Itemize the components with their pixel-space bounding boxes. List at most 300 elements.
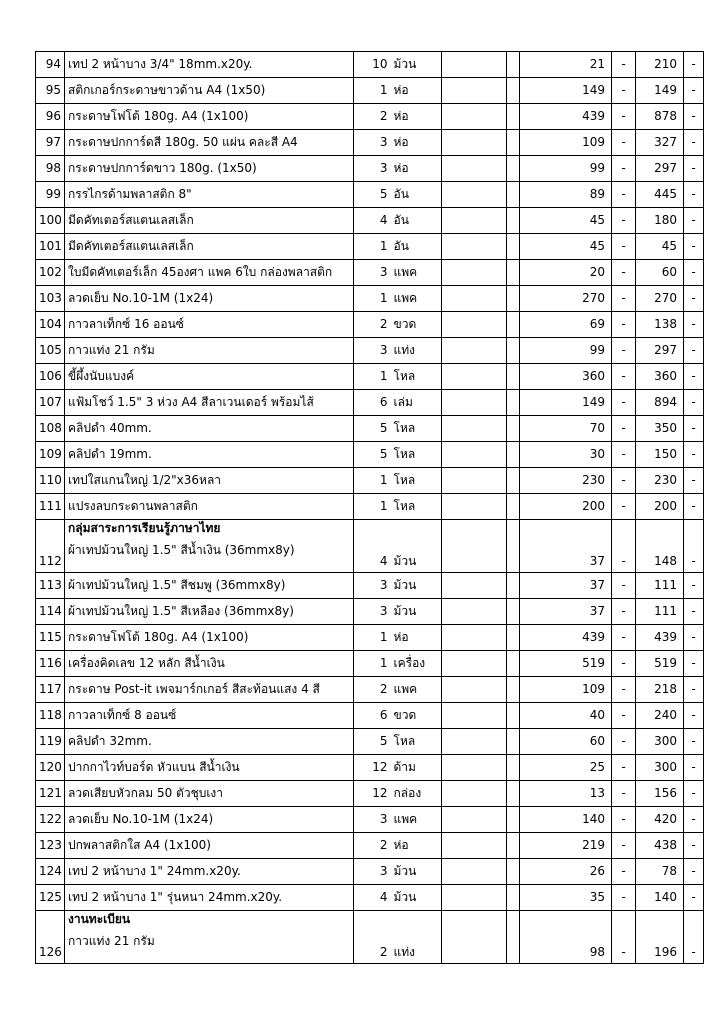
quantity-cell: 3: [354, 156, 390, 182]
table-row: [36, 234, 704, 260]
quantity-cell: 4: [354, 885, 390, 911]
item-name: ผ้าเทปม้วนใหญ่ 1.5" สีน้ำเงิน (36mmx8y): [68, 543, 295, 558]
item-cell: ผ้าเทปม้วนใหญ่ 1.5" สีชมพู (36mmx8y): [65, 573, 354, 599]
row-number-cell: 113: [36, 573, 65, 599]
unit-cell: ม้วน: [390, 599, 442, 625]
blank-cell: [507, 390, 520, 416]
quantity-cell: 3: [354, 599, 390, 625]
row-number-cell: 124: [36, 859, 65, 885]
blank-cell: [507, 911, 520, 964]
unit-price-satang-cell: -: [612, 833, 636, 859]
blank-cell: [507, 755, 520, 781]
unit-cell: โหล: [390, 442, 442, 468]
total-cell: 230: [636, 468, 684, 494]
item-cell: คลิปดำ 32mm.: [65, 729, 354, 755]
blank-cell: [507, 104, 520, 130]
section-heading: งานทะเบียน: [68, 912, 131, 926]
unit-cell: แพค: [390, 260, 442, 286]
unit-price-cell: 45: [520, 208, 612, 234]
unit-price-satang-cell: -: [612, 651, 636, 677]
total-cell: 300: [636, 755, 684, 781]
unit-price-satang-cell: -: [612, 494, 636, 520]
unit-price-cell: 89: [520, 182, 612, 208]
unit-price-satang-cell: -: [612, 911, 636, 964]
table-row: [36, 416, 704, 442]
unit-cell: โหล: [390, 494, 442, 520]
row-number-cell: 106: [36, 364, 65, 390]
unit-price-satang-cell: -: [612, 885, 636, 911]
blank-cell: [442, 781, 507, 807]
quantity-cell: 2: [354, 104, 390, 130]
unit-price-cell: 200: [520, 494, 612, 520]
total-cell: 111: [636, 573, 684, 599]
unit-price-cell: 230: [520, 468, 612, 494]
total-cell: 519: [636, 651, 684, 677]
blank-cell: [442, 833, 507, 859]
blank-cell: [507, 364, 520, 390]
item-cell: แปรงลบกระดานพลาสติก: [65, 494, 354, 520]
unit-cell: แพค: [390, 677, 442, 703]
total-cell: 111: [636, 599, 684, 625]
total-cell: 240: [636, 703, 684, 729]
blank-cell: [507, 573, 520, 599]
unit-price-satang-cell: -: [612, 52, 636, 78]
quantity-cell: 2: [354, 911, 390, 964]
row-number-cell: 110: [36, 468, 65, 494]
unit-cell: ม้วน: [390, 520, 442, 573]
unit-price-cell: 149: [520, 390, 612, 416]
quantity-cell: 1: [354, 78, 390, 104]
blank-cell: [507, 260, 520, 286]
total-cell: 878: [636, 104, 684, 130]
blank-cell: [442, 78, 507, 104]
total-satang-cell: -: [684, 807, 704, 833]
blank-cell: [442, 208, 507, 234]
row-number-cell: 105: [36, 338, 65, 364]
blank-cell: [442, 52, 507, 78]
unit-cell: อัน: [390, 208, 442, 234]
item-cell: ผ้าเทปม้วนใหญ่ 1.5" สีเหลือง (36mmx8y): [65, 599, 354, 625]
table-body: [36, 52, 704, 964]
unit-price-satang-cell: -: [612, 312, 636, 338]
blank-cell: [507, 130, 520, 156]
blank-cell: [507, 729, 520, 755]
unit-cell: แท่ง: [390, 338, 442, 364]
table-row: [36, 885, 704, 911]
unit-price-cell: 270: [520, 286, 612, 312]
blank-cell: [507, 182, 520, 208]
item-cell: กรรไกรด้ามพลาสติก 8": [65, 182, 354, 208]
blank-cell: [442, 234, 507, 260]
unit-price-cell: 98: [520, 911, 612, 964]
blank-cell: [442, 364, 507, 390]
unit-cell: แท่ง: [390, 911, 442, 964]
blank-cell: [442, 755, 507, 781]
unit-price-satang-cell: -: [612, 677, 636, 703]
total-cell: 60: [636, 260, 684, 286]
blank-cell: [442, 885, 507, 911]
total-satang-cell: -: [684, 729, 704, 755]
total-cell: 297: [636, 338, 684, 364]
total-satang-cell: -: [684, 78, 704, 104]
item-cell: กระดาษโฟโต้ 180g. A4 (1x100): [65, 104, 354, 130]
unit-cell: ม้วน: [390, 573, 442, 599]
table-row: [36, 807, 704, 833]
supply-list-table: [35, 51, 704, 964]
quantity-cell: 3: [354, 130, 390, 156]
blank-cell: [507, 416, 520, 442]
quantity-cell: 1: [354, 286, 390, 312]
total-satang-cell: -: [684, 911, 704, 964]
item-cell: ลวดเสียบหัวกลม 50 ตัวชุบเงา: [65, 781, 354, 807]
item-cell: สติกเกอร์กระดาษขาวด้าน A4 (1x50): [65, 78, 354, 104]
unit-price-satang-cell: -: [612, 260, 636, 286]
quantity-cell: 3: [354, 573, 390, 599]
item-cell: แฟ้มโชว์ 1.5" 3 ห่วง A4 สีลาเวนเดอร์ พร้อมไส้: [65, 390, 354, 416]
unit-cell: ห่อ: [390, 104, 442, 130]
quantity-cell: 5: [354, 442, 390, 468]
total-satang-cell: -: [684, 234, 704, 260]
total-satang-cell: -: [684, 156, 704, 182]
total-cell: 148: [636, 520, 684, 573]
unit-cell: โหล: [390, 416, 442, 442]
total-satang-cell: -: [684, 130, 704, 156]
row-number-cell: 94: [36, 52, 65, 78]
blank-cell: [442, 260, 507, 286]
blank-cell: [442, 104, 507, 130]
blank-cell: [507, 78, 520, 104]
quantity-cell: 5: [354, 182, 390, 208]
unit-price-satang-cell: -: [612, 286, 636, 312]
row-number-cell: 112: [36, 520, 65, 573]
table-row: [36, 625, 704, 651]
unit-cell: เล่ม: [390, 390, 442, 416]
unit-price-cell: 109: [520, 677, 612, 703]
quantity-cell: 1: [354, 625, 390, 651]
item-cell: คลิปดำ 40mm.: [65, 416, 354, 442]
unit-price-satang-cell: -: [612, 573, 636, 599]
blank-cell: [442, 677, 507, 703]
table-row: [36, 78, 704, 104]
unit-price-cell: 140: [520, 807, 612, 833]
blank-cell: [442, 703, 507, 729]
unit-cell: แพค: [390, 807, 442, 833]
item-cell: [65, 520, 354, 573]
unit-cell: ด้าม: [390, 755, 442, 781]
total-cell: 360: [636, 364, 684, 390]
table-row: [36, 390, 704, 416]
item-cell: ลวดเย็บ No.10-1M (1x24): [65, 286, 354, 312]
table-row: [36, 104, 704, 130]
total-satang-cell: -: [684, 468, 704, 494]
quantity-cell: 12: [354, 781, 390, 807]
unit-price-satang-cell: -: [612, 442, 636, 468]
total-cell: 439: [636, 625, 684, 651]
row-number-cell: 122: [36, 807, 65, 833]
row-number-cell: 126: [36, 911, 65, 964]
blank-cell: [507, 286, 520, 312]
item-cell: เทปใสแกนใหญ่ 1/2"x36หลา: [65, 468, 354, 494]
item-cell: มีดคัทเตอร์สแตนเลสเล็ก: [65, 234, 354, 260]
blank-cell: [442, 390, 507, 416]
blank-cell: [507, 599, 520, 625]
unit-price-cell: 519: [520, 651, 612, 677]
total-satang-cell: -: [684, 260, 704, 286]
quantity-cell: 1: [354, 468, 390, 494]
blank-cell: [507, 338, 520, 364]
item-cell: ปากกาไวท์บอร์ด หัวแบน สีน้ำเงิน: [65, 755, 354, 781]
blank-cell: [442, 130, 507, 156]
blank-cell: [442, 312, 507, 338]
unit-price-cell: 45: [520, 234, 612, 260]
blank-cell: [442, 338, 507, 364]
unit-price-cell: 25: [520, 755, 612, 781]
unit-cell: อัน: [390, 234, 442, 260]
blank-cell: [442, 651, 507, 677]
unit-price-satang-cell: -: [612, 520, 636, 573]
total-satang-cell: -: [684, 833, 704, 859]
table-row: [36, 286, 704, 312]
blank-cell: [507, 781, 520, 807]
blank-cell: [442, 859, 507, 885]
row-number-cell: 116: [36, 651, 65, 677]
total-cell: 270: [636, 286, 684, 312]
unit-cell: ขวด: [390, 312, 442, 338]
row-number-cell: 96: [36, 104, 65, 130]
total-cell: 894: [636, 390, 684, 416]
unit-price-satang-cell: -: [612, 729, 636, 755]
total-satang-cell: -: [684, 182, 704, 208]
unit-cell: ห่อ: [390, 130, 442, 156]
unit-price-satang-cell: -: [612, 625, 636, 651]
unit-price-cell: 69: [520, 312, 612, 338]
table-row: [36, 677, 704, 703]
total-satang-cell: -: [684, 599, 704, 625]
row-number-cell: 102: [36, 260, 65, 286]
total-cell: 210: [636, 52, 684, 78]
unit-price-cell: 439: [520, 104, 612, 130]
table-row: [36, 364, 704, 390]
blank-cell: [507, 807, 520, 833]
section-heading: กลุ่มสาระการเรียนรู้ภาษาไทย: [68, 521, 221, 535]
total-satang-cell: -: [684, 520, 704, 573]
row-number-cell: 103: [36, 286, 65, 312]
row-number-cell: 109: [36, 442, 65, 468]
unit-price-cell: 37: [520, 573, 612, 599]
total-cell: 156: [636, 781, 684, 807]
blank-cell: [442, 182, 507, 208]
unit-cell: โหล: [390, 364, 442, 390]
total-satang-cell: -: [684, 338, 704, 364]
row-number-cell: 125: [36, 885, 65, 911]
unit-price-cell: 30: [520, 442, 612, 468]
blank-cell: [507, 494, 520, 520]
unit-price-cell: 219: [520, 833, 612, 859]
blank-cell: [507, 625, 520, 651]
unit-price-satang-cell: -: [612, 130, 636, 156]
table-row: [36, 52, 704, 78]
unit-price-cell: 20: [520, 260, 612, 286]
row-number-cell: 108: [36, 416, 65, 442]
table-row: [36, 859, 704, 885]
row-number-cell: 97: [36, 130, 65, 156]
quantity-cell: 1: [354, 364, 390, 390]
quantity-cell: 5: [354, 729, 390, 755]
unit-cell: ม้วน: [390, 859, 442, 885]
blank-cell: [507, 442, 520, 468]
blank-cell: [442, 494, 507, 520]
quantity-cell: 6: [354, 390, 390, 416]
total-satang-cell: -: [684, 703, 704, 729]
item-cell: กระดาษปกการ์ดสี 180g. 50 แผ่น คละสี A4: [65, 130, 354, 156]
quantity-cell: 3: [354, 260, 390, 286]
blank-cell: [442, 911, 507, 964]
quantity-cell: 4: [354, 520, 390, 573]
table-row: [36, 755, 704, 781]
item-cell: กระดาษโฟโต้ 180g. A4 (1x100): [65, 625, 354, 651]
blank-cell: [507, 468, 520, 494]
total-satang-cell: -: [684, 364, 704, 390]
unit-price-cell: 40: [520, 703, 612, 729]
unit-cell: ห่อ: [390, 156, 442, 182]
unit-cell: ห่อ: [390, 625, 442, 651]
table-row: [36, 599, 704, 625]
quantity-cell: 4: [354, 208, 390, 234]
unit-price-cell: 35: [520, 885, 612, 911]
unit-cell: แพค: [390, 286, 442, 312]
item-cell: [65, 911, 354, 964]
total-satang-cell: -: [684, 494, 704, 520]
unit-cell: ม้วน: [390, 52, 442, 78]
total-satang-cell: -: [684, 573, 704, 599]
unit-price-satang-cell: -: [612, 781, 636, 807]
blank-cell: [442, 599, 507, 625]
item-cell: เครื่องคิดเลข 12 หลัก สีน้ำเงิน: [65, 651, 354, 677]
unit-price-satang-cell: -: [612, 234, 636, 260]
row-number-cell: 120: [36, 755, 65, 781]
table-row: [36, 520, 704, 573]
unit-price-satang-cell: -: [612, 807, 636, 833]
table-row: [36, 833, 704, 859]
unit-cell: โหล: [390, 729, 442, 755]
total-cell: 297: [636, 156, 684, 182]
total-satang-cell: -: [684, 651, 704, 677]
total-cell: 78: [636, 859, 684, 885]
unit-price-satang-cell: -: [612, 364, 636, 390]
total-cell: 140: [636, 885, 684, 911]
table-row: [36, 781, 704, 807]
unit-price-cell: 70: [520, 416, 612, 442]
table-row: [36, 130, 704, 156]
row-number-cell: 98: [36, 156, 65, 182]
item-cell: มีดคัทเตอร์สแตนเลสเล็ก: [65, 208, 354, 234]
row-number-cell: 123: [36, 833, 65, 859]
unit-price-cell: 37: [520, 599, 612, 625]
blank-cell: [442, 286, 507, 312]
unit-price-cell: 99: [520, 156, 612, 182]
item-cell: ลวดเย็บ No.10-1M (1x24): [65, 807, 354, 833]
row-number-cell: 111: [36, 494, 65, 520]
quantity-cell: 1: [354, 494, 390, 520]
table-row: [36, 468, 704, 494]
item-name: กาวแท่ง 21 กรัม: [68, 934, 155, 949]
quantity-cell: 1: [354, 651, 390, 677]
quantity-cell: 10: [354, 52, 390, 78]
item-cell: กาวแท่ง 21 กรัม: [65, 338, 354, 364]
item-cell: เทป 2 หน้าบาง 3/4" 18mm.x20y.: [65, 52, 354, 78]
total-satang-cell: -: [684, 312, 704, 338]
quantity-cell: 12: [354, 755, 390, 781]
unit-price-cell: 37: [520, 520, 612, 573]
row-number-cell: 95: [36, 78, 65, 104]
blank-cell: [507, 156, 520, 182]
total-satang-cell: -: [684, 755, 704, 781]
unit-price-satang-cell: -: [612, 182, 636, 208]
unit-cell: ม้วน: [390, 885, 442, 911]
unit-price-satang-cell: -: [612, 468, 636, 494]
total-cell: 45: [636, 234, 684, 260]
total-cell: 438: [636, 833, 684, 859]
unit-price-cell: 13: [520, 781, 612, 807]
table-row: [36, 573, 704, 599]
blank-cell: [507, 520, 520, 573]
blank-cell: [442, 156, 507, 182]
table-row: [36, 312, 704, 338]
unit-price-satang-cell: -: [612, 156, 636, 182]
blank-cell: [442, 416, 507, 442]
item-cell: ใบมีดคัทเตอร์เล็ก 45องศา แพค 6ใบ กล่องพลาสติก: [65, 260, 354, 286]
total-cell: 138: [636, 312, 684, 338]
total-satang-cell: -: [684, 781, 704, 807]
blank-cell: [507, 312, 520, 338]
total-cell: 300: [636, 729, 684, 755]
row-number-cell: 119: [36, 729, 65, 755]
quantity-cell: 3: [354, 807, 390, 833]
blank-cell: [442, 573, 507, 599]
total-satang-cell: -: [684, 286, 704, 312]
quantity-cell: 2: [354, 677, 390, 703]
blank-cell: [442, 520, 507, 573]
unit-price-cell: 439: [520, 625, 612, 651]
unit-price-cell: 109: [520, 130, 612, 156]
unit-price-satang-cell: -: [612, 78, 636, 104]
row-number-cell: 121: [36, 781, 65, 807]
quantity-cell: 2: [354, 312, 390, 338]
total-cell: 420: [636, 807, 684, 833]
unit-cell: ห่อ: [390, 78, 442, 104]
quantity-cell: 3: [354, 338, 390, 364]
total-cell: 149: [636, 78, 684, 104]
item-cell: กาวลาเท็กซ์ 16 ออนซ์: [65, 312, 354, 338]
row-number-cell: 99: [36, 182, 65, 208]
unit-price-satang-cell: -: [612, 755, 636, 781]
row-number-cell: 107: [36, 390, 65, 416]
unit-cell: โหล: [390, 468, 442, 494]
blank-cell: [442, 807, 507, 833]
total-satang-cell: -: [684, 442, 704, 468]
unit-price-satang-cell: -: [612, 859, 636, 885]
unit-price-satang-cell: -: [612, 338, 636, 364]
unit-price-satang-cell: -: [612, 703, 636, 729]
table-row: [36, 260, 704, 286]
unit-price-cell: 149: [520, 78, 612, 104]
quantity-cell: 1: [354, 234, 390, 260]
total-cell: 150: [636, 442, 684, 468]
table-row: [36, 442, 704, 468]
unit-price-satang-cell: -: [612, 104, 636, 130]
total-satang-cell: -: [684, 52, 704, 78]
table-row: [36, 651, 704, 677]
